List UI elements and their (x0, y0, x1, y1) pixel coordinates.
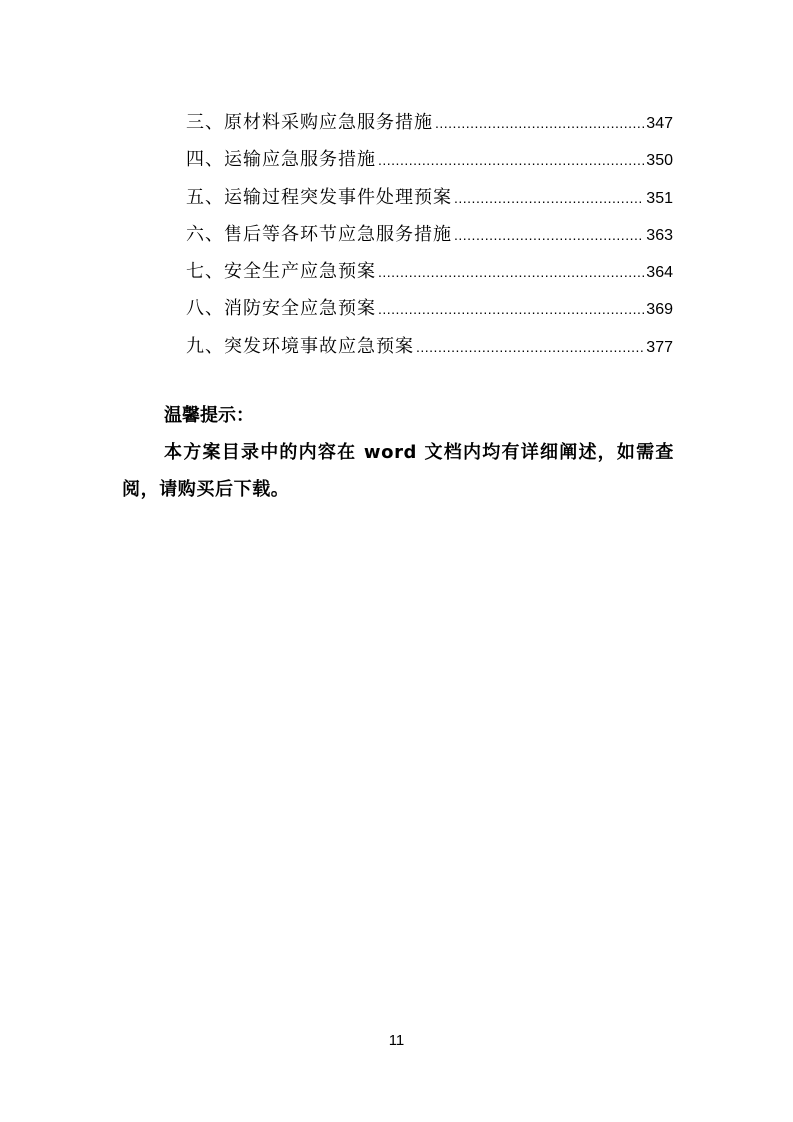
toc-entry-page: 347 (646, 115, 673, 132)
toc-entry-title: 六、售后等各环节应急服务措施 (186, 223, 452, 245)
toc-entry-title: 九、突发环境事故应急预案 (186, 335, 414, 357)
toc-entry[interactable] (186, 179, 673, 216)
toc-entry[interactable] (186, 141, 673, 178)
toc-entry[interactable] (186, 290, 673, 327)
tip-section (122, 398, 674, 508)
toc-entry-title: 七、安全生产应急预案 (186, 261, 376, 283)
toc-leader-dots (378, 142, 644, 179)
toc-entry-title: 五、运输过程突发事件处理预案 (186, 186, 452, 208)
toc-entry-page: 350 (646, 152, 673, 170)
toc-leader-dots (454, 217, 644, 254)
toc-entry-page: 351 (646, 189, 673, 207)
toc-entry-page: 369 (646, 301, 673, 319)
table-of-contents (186, 104, 673, 365)
toc-leader-dots (435, 105, 644, 142)
toc-entry-page: 377 (646, 338, 673, 356)
toc-leader-dots (378, 291, 644, 328)
toc-entry[interactable] (186, 104, 673, 141)
toc-entry-title: 八、消防安全应急预案 (186, 298, 376, 320)
toc-leader-dots (416, 329, 644, 366)
tip-title: 温馨提示： (164, 405, 254, 426)
toc-leader-dots (454, 180, 644, 217)
toc-entry-page: 364 (646, 264, 673, 282)
toc-entry[interactable] (186, 328, 673, 365)
tip-body: 本方案目录中的内容在 word 文档内均有详细阐述，如需查阅，请购买后下载。 (122, 442, 674, 500)
toc-entry[interactable] (186, 253, 673, 290)
page-number: 11 (388, 1032, 405, 1049)
toc-entry-title: 三、原材料采购应急服务措施 (186, 112, 433, 133)
toc-entry-page: 363 (646, 226, 673, 244)
toc-leader-dots (378, 254, 644, 291)
toc-entry-title: 四、运输应急服务措施 (186, 149, 376, 171)
toc-entry[interactable] (186, 216, 673, 253)
